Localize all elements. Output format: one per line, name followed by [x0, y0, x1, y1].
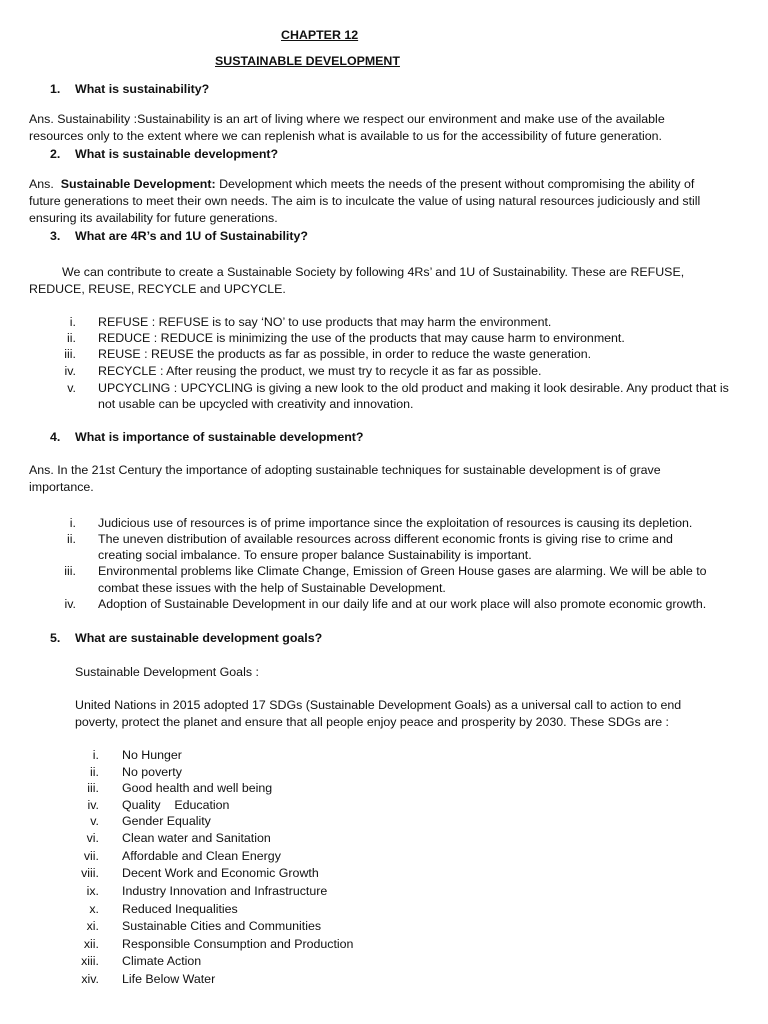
question-text: What are 4R’s and 1U of Sustainability? [75, 229, 308, 243]
list-item-text: Adoption of Sustainable Development in our daily life and at our work place will also promote economic growth. [98, 597, 707, 611]
list-item-text: REFUSE : REFUSE is to say ‘NO’ to use products that may harm the environment. [98, 315, 552, 329]
list-item-text: Quality Education [122, 798, 230, 812]
list-item-text: Affordable and Clean Energy [122, 849, 281, 863]
list-item-text: Judicious use of resources is of prime importance since the exploitation of resources is causing its depletion. [98, 516, 693, 530]
answer-line: ensuring its availability for future generations. [29, 211, 278, 225]
list-item-number: xi. [86, 919, 99, 933]
answer-prefix: Ans. [29, 177, 54, 191]
list-item-number: v. [90, 814, 99, 828]
answer-line [29, 176, 694, 193]
list-item-number: iii. [64, 347, 76, 361]
list-item-number: viii. [81, 866, 99, 880]
question-text: What is importance of sustainable development? [75, 430, 364, 444]
list-item-number: ii. [90, 765, 99, 779]
list-item-number: x. [89, 902, 99, 916]
list-item-text: Decent Work and Economic Growth [122, 866, 319, 880]
list-item-number: xiv. [81, 972, 99, 986]
list-item-number: xii. [83, 937, 99, 951]
page-title: SUSTAINABLE DEVELOPMENT [215, 54, 400, 68]
list-item-number: i. [69, 315, 76, 329]
answer-line: resources only to the extent where we can replenish what is available to us for the accessibility of future generation. [29, 129, 662, 143]
answer-text: Development which meets the needs of the present without compromising the ability of [219, 177, 695, 191]
list-item-number: ii. [67, 532, 76, 546]
answer-line: Ans. In the 21st Century the importance of adopting sustainable techniques for sustainable development is of grave [29, 463, 661, 477]
list-item-text: RECYCLE : After reusing the product, we must try to recycle it as far as possible. [98, 364, 542, 378]
question-text: What is sustainable development? [75, 147, 279, 161]
list-item-text: not usable can be upcycled with creativity and innovation. [98, 397, 414, 411]
list-item-number: vii. [83, 849, 99, 863]
question-number: 4. [50, 430, 61, 444]
list-item-text: Climate Action [122, 954, 202, 968]
question-number: 2. [50, 147, 61, 161]
list-item-text: Sustainable Cities and Communities [122, 919, 322, 933]
list-item-number: xiii. [81, 954, 99, 968]
intro-line: REDUCE, REUSE, RECYCLE and UPCYCLE. [29, 282, 286, 296]
list-item-text: No poverty [122, 765, 182, 779]
list-item-number: i. [92, 748, 99, 762]
question-text: What are sustainable development goals? [75, 631, 323, 645]
list-item-number: iv. [64, 364, 76, 378]
list-item-text: Responsible Consumption and Production [122, 937, 354, 951]
intro-line: United Nations in 2015 adopted 17 SDGs (Sustainable Development Goals) as a universal call to action to end [75, 698, 682, 712]
list-item-text: Gender Equality [122, 814, 211, 828]
list-item-text: The uneven distribution of available resources across different economic fronts is giving rise to crime and [98, 532, 673, 546]
intro-line: poverty, protect the planet and ensure that all people enjoy peace and prosperity by 2030. These SDGs are : [75, 715, 669, 729]
intro-line: We can contribute to create a Sustainable Society by following 4Rs’ and 1U of Sustainability. These are REFUSE, [62, 265, 685, 279]
list-item-text: Good health and well being [122, 781, 273, 795]
list-item-number: ix. [86, 884, 99, 898]
list-item-text: Reduced Inequalities [122, 902, 238, 916]
list-item-text: Life Below Water [122, 972, 216, 986]
list-item-number: iii. [87, 781, 99, 795]
list-item-text: Industry Innovation and Infrastructure [122, 884, 328, 898]
list-item-number: i. [69, 516, 76, 530]
question-number: 3. [50, 229, 61, 243]
list-item-number: iv. [64, 597, 76, 611]
chapter-heading: CHAPTER 12 [281, 28, 359, 42]
subheading: Sustainable Development Goals : [75, 665, 259, 679]
answer-line: importance. [29, 480, 94, 494]
list-item-text: creating social imbalance. To ensure proper balance Sustainability is important. [98, 548, 532, 562]
question-number: 1. [50, 82, 61, 96]
list-item-text: No Hunger [122, 748, 182, 762]
list-item-text: UPCYCLING : UPCYCLING is giving a new look to the old product and making it look desirable. Any product that is [98, 381, 729, 395]
list-item-text: REUSE : REUSE the products as far as possible, in order to reduce the waste generation. [98, 347, 592, 361]
list-item-number: v. [67, 381, 76, 395]
list-item-text: Environmental problems like Climate Change, Emission of Green House gases are alarming. We will be able to [98, 564, 707, 578]
answer-line: future generations to meet their own needs. The aim is to inculcate the value of using natural resources judiciously and still [29, 194, 701, 208]
answer-term: Sustainable Development: [60, 177, 216, 191]
list-item-text: REDUCE : REDUCE is minimizing the use of the products that may cause harm to environment. [98, 331, 625, 345]
list-item-number: ii. [67, 331, 76, 345]
question-text: What is sustainability? [75, 82, 210, 96]
list-item-number: vi. [86, 831, 99, 845]
list-item-number: iii. [64, 564, 76, 578]
list-item-text: combat these issues with the help of Sustainable Development. [98, 581, 446, 595]
answer-line: Ans. Sustainability :Sustainability is an art of living where we respect our environment and make use of the available [29, 112, 665, 126]
question-number: 5. [50, 631, 61, 645]
list-item-text: Clean water and Sanitation [122, 831, 271, 845]
list-item-number: iv. [87, 798, 99, 812]
